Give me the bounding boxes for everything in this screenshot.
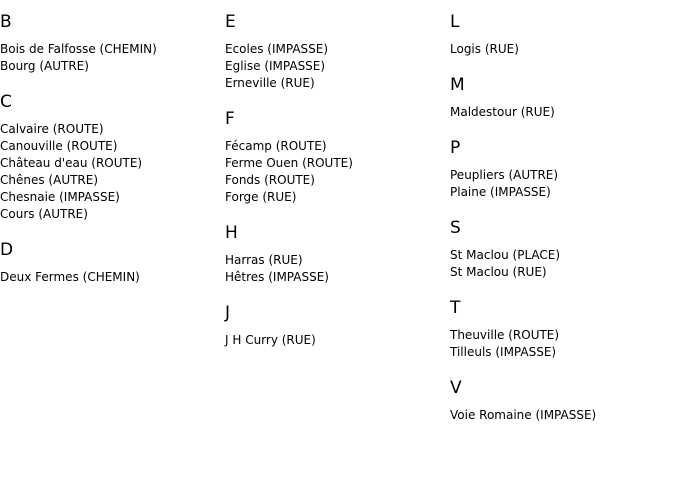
section-letter: B — [0, 12, 12, 32]
section-letter: D — [0, 240, 14, 260]
section-letter: F — [225, 109, 235, 129]
street-column-2 — [225, 11, 450, 349]
street-link[interactable]: Hêtres (IMPASSE) — [225, 270, 329, 284]
letter-section-b — [0, 11, 225, 75]
letter-section-d — [0, 239, 225, 286]
letter-section-c — [0, 91, 225, 223]
street-link[interactable]: Bourg (AUTRE) — [0, 59, 89, 73]
letter-section-v — [450, 377, 675, 424]
street-link[interactable]: Peupliers (AUTRE) — [450, 168, 559, 182]
section-letter: S — [450, 218, 461, 238]
street-link[interactable]: Tilleuls (IMPASSE) — [450, 345, 557, 359]
street-link[interactable]: Voie Romaine (IMPASSE) — [450, 408, 597, 422]
street-column-1 — [0, 11, 225, 286]
street-list — [225, 252, 450, 286]
street-link[interactable]: Deux Fermes (CHEMIN) — [0, 270, 140, 284]
section-letter: C — [0, 92, 12, 112]
street-link[interactable]: J H Curry (RUE) — [225, 333, 316, 347]
letter-section-m — [450, 74, 675, 121]
street-link[interactable]: St Maclou (RUE) — [450, 265, 547, 279]
street-link[interactable]: Eglise (IMPASSE) — [225, 59, 326, 73]
street-list — [0, 41, 225, 75]
street-list — [450, 41, 675, 58]
street-link[interactable]: Harras (RUE) — [225, 253, 303, 267]
street-list — [450, 167, 675, 201]
street-link[interactable]: Chesnaie (IMPASSE) — [0, 190, 120, 204]
street-link[interactable]: Logis (RUE) — [450, 42, 519, 56]
street-link[interactable]: Ecoles (IMPASSE) — [225, 42, 329, 56]
street-link[interactable]: Fonds (ROUTE) — [225, 173, 315, 187]
street-link[interactable]: Bois de Falfosse (CHEMIN) — [0, 42, 157, 56]
street-link[interactable]: Plaine (IMPASSE) — [450, 185, 551, 199]
street-link[interactable]: Erneville (RUE) — [225, 76, 315, 90]
section-letter: T — [450, 298, 461, 318]
street-list — [225, 41, 450, 92]
letter-section-e — [225, 11, 450, 92]
street-list — [450, 327, 675, 361]
street-link[interactable]: Chênes (AUTRE) — [0, 173, 99, 187]
letter-section-s — [450, 217, 675, 281]
street-list — [225, 332, 450, 349]
letter-section-f — [225, 108, 450, 206]
section-letter: E — [225, 12, 236, 32]
section-letter: P — [450, 138, 461, 158]
street-link[interactable]: Ferme Ouen (ROUTE) — [225, 156, 353, 170]
street-list — [225, 138, 450, 206]
street-column-3 — [450, 11, 675, 424]
street-link[interactable]: Maldestour (RUE) — [450, 105, 555, 119]
street-link[interactable]: Calvaire (ROUTE) — [0, 122, 104, 136]
street-list — [450, 104, 675, 121]
street-list — [450, 247, 675, 281]
street-link[interactable]: Fécamp (ROUTE) — [225, 139, 327, 153]
letter-section-j — [225, 302, 450, 349]
street-link[interactable]: Theuville (ROUTE) — [450, 328, 560, 342]
street-link[interactable]: Forge (RUE) — [225, 190, 297, 204]
letter-section-t — [450, 297, 675, 361]
street-list — [0, 121, 225, 223]
street-link[interactable]: Cours (AUTRE) — [0, 207, 88, 221]
section-letter: L — [450, 12, 460, 32]
street-link[interactable]: St Maclou (PLACE) — [450, 248, 561, 262]
letter-section-l — [450, 11, 675, 58]
street-link[interactable]: Canouville (ROUTE) — [0, 139, 118, 153]
section-letter: J — [225, 303, 231, 323]
street-list — [450, 407, 675, 424]
section-letter: V — [450, 378, 462, 398]
section-letter: M — [450, 75, 465, 95]
section-letter: H — [225, 223, 238, 243]
street-link[interactable]: Château d'eau (ROUTE) — [0, 156, 143, 170]
letter-section-h — [225, 222, 450, 286]
letter-section-p — [450, 137, 675, 201]
street-list — [0, 269, 225, 286]
